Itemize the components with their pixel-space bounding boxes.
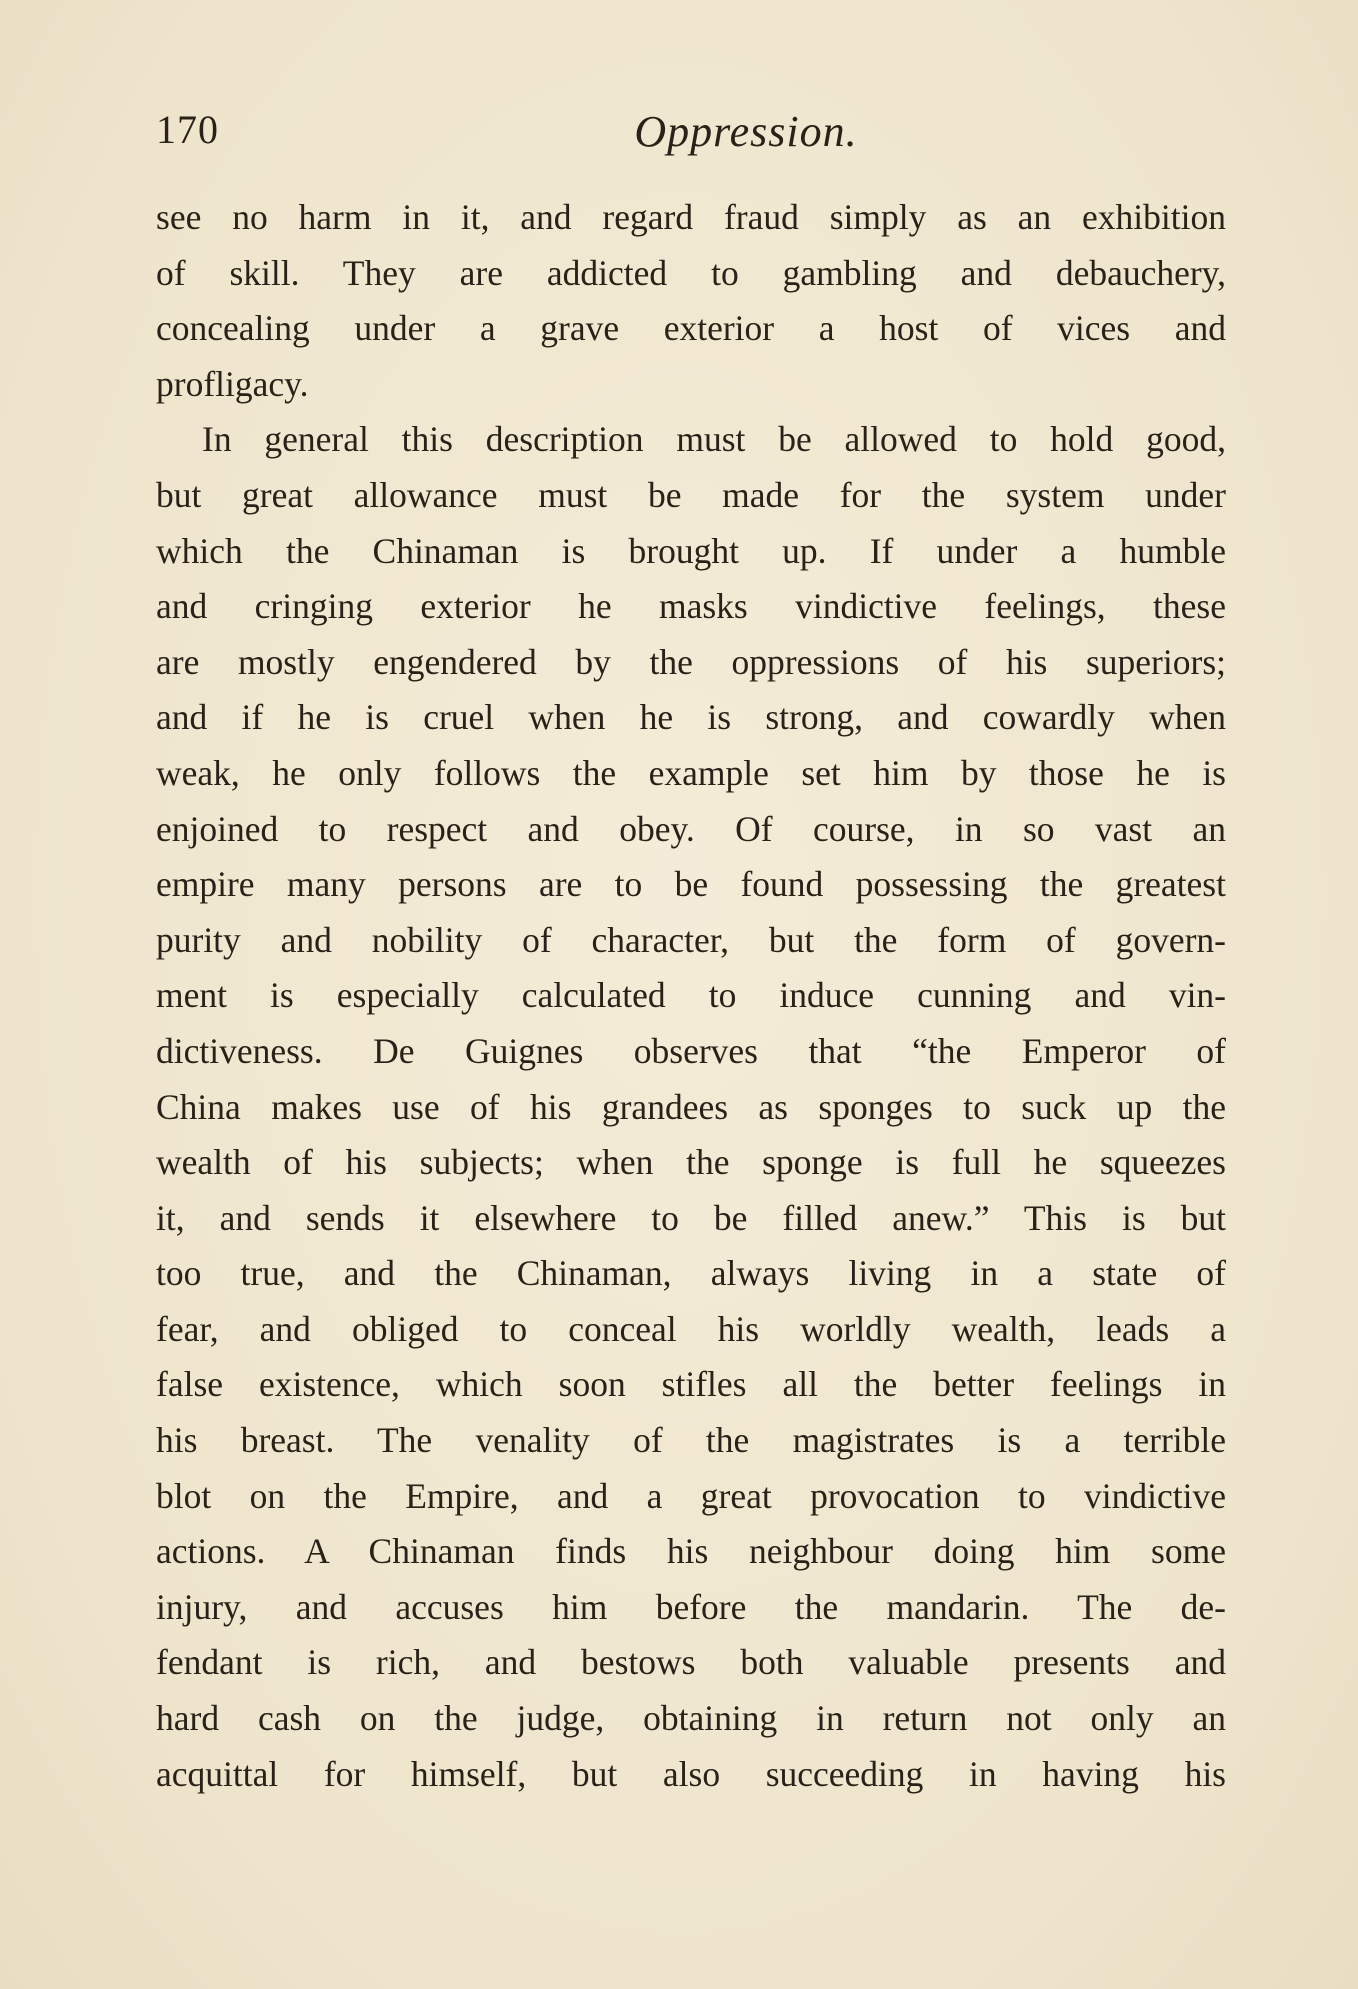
page-number: 170 bbox=[156, 107, 219, 152]
text-line: too true, and the Chinaman, always living in a state of bbox=[156, 1253, 1226, 1294]
text-line: but great allowance must be made for the system under bbox=[156, 474, 1226, 515]
text-line: and if he is cruel when he is strong, and cowardly when bbox=[156, 697, 1226, 738]
running-head bbox=[156, 100, 1226, 170]
text-line: hard cash on the judge, obtaining in return not only an bbox=[156, 1698, 1226, 1739]
chapter-title: Oppression. bbox=[634, 107, 858, 156]
text-line: see no harm in it, and regard fraud simply as an exhibition bbox=[156, 197, 1226, 237]
text-line: enjoined to respect and obey. Of course, in so vast an bbox=[156, 808, 1226, 849]
text-line: profligacy. bbox=[156, 363, 309, 404]
text-line: fear, and obliged to conceal his worldly wealth, leads a bbox=[156, 1308, 1226, 1349]
text-line: China makes use of his grandees as sponges to suck up the bbox=[156, 1086, 1226, 1127]
text-line: purity and nobility of character, but the form of govern- bbox=[156, 919, 1226, 960]
text-line: false existence, which soon stifles all the better feelings in bbox=[156, 1364, 1226, 1405]
text-line: concealing under a grave exterior a host of vices and bbox=[156, 308, 1226, 349]
text-line: of skill. They are addicted to gambling and debauchery, bbox=[156, 252, 1226, 293]
text-line: ment is especially calculated to induce cunning and vin- bbox=[156, 975, 1226, 1016]
text-line: empire many persons are to be found possessing the greatest bbox=[156, 864, 1226, 905]
text-line: and cringing exterior he masks vindictive feelings, these bbox=[156, 586, 1226, 627]
text-line: acquittal for himself, but also succeeding in having his bbox=[156, 1753, 1226, 1794]
text-line: fendant is rich, and bestows both valuable presents and bbox=[156, 1642, 1226, 1683]
text-line: which the Chinaman is brought up. If under a humble bbox=[156, 530, 1226, 571]
text-line: injury, and accuses him before the mandarin. The de- bbox=[156, 1586, 1226, 1627]
text-line: wealth of his subjects; when the sponge is full he squeezes bbox=[156, 1142, 1226, 1183]
text-line: actions. A Chinaman finds his neighbour doing him some bbox=[156, 1531, 1226, 1572]
body-text bbox=[156, 190, 1226, 1802]
text-line: it, and sends it elsewhere to be filled anew.” This is but bbox=[156, 1197, 1226, 1238]
text-line: dictiveness. De Guignes observes that “the Emperor of bbox=[156, 1030, 1226, 1071]
text-line: his breast. The venality of the magistrates is a terrible bbox=[156, 1420, 1226, 1461]
text-line: blot on the Empire, and a great provocation to vindictive bbox=[156, 1475, 1226, 1516]
text-line: are mostly engendered by the oppressions of his superiors; bbox=[156, 641, 1226, 682]
paragraph-start-line: In general this description must be allowed to hold good, bbox=[202, 419, 1226, 460]
text-line: weak, he only follows the example set him by those he is bbox=[156, 752, 1226, 793]
